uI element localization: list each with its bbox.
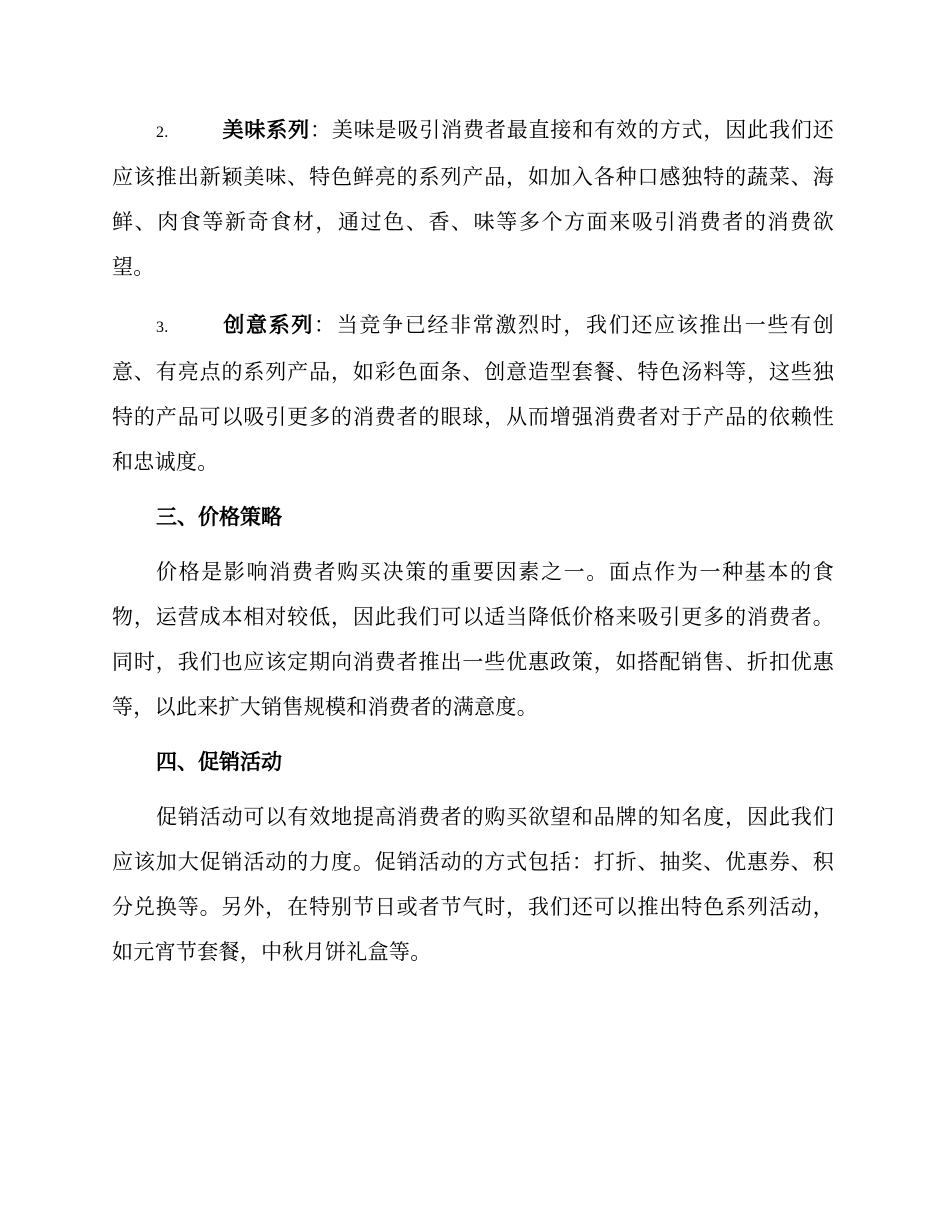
list-number: 3.	[156, 319, 169, 336]
list-item-taste-series	[112, 108, 834, 290]
list-term: 创意系列	[222, 313, 315, 337]
list-number: 2.	[156, 124, 169, 141]
list-text: ：当竞争已经非常激烈时，我们还应该推出一些有创意、有亮点的系列产品，如彩色面条、创意造型套餐、特色汤料等，这些独特的产品可以吸引更多的消费者的眼球，从而增强消费者对于产品的依赖性和忠诚度。	[112, 313, 834, 474]
section-heading-promotion: 四、促销活动	[156, 750, 282, 774]
section-heading-pricing: 三、价格策略	[156, 505, 282, 529]
section-body-pricing: 价格是影响消费者购买决策的重要因素之一。面点作为一种基本的食物，运营成本相对较低，因此我们可以适当降低价格来吸引更多的消费者。同时，我们也应该定期向消费者推出一些优惠政策，如搭配销售、折扣优惠等，以此来扩大销售规模和消费者的满意度。	[112, 560, 834, 719]
document-page	[112, 108, 834, 975]
list-item-creative-series	[112, 303, 834, 485]
list-term: 美味系列	[222, 118, 310, 142]
section-body-promotion: 促销活动可以有效地提高消费者的购买欲望和品牌的知名度，因此我们应该加大促销活动的力度。促销活动的方式包括：打折、抽奖、优惠券、积分兑换等。另外，在特别节日或者节气时，我们还可以推出特色系列活动，如元宵节套餐，中秋月饼礼盒等。	[112, 805, 834, 964]
list-text: ：美味是吸引消费者最直接和有效的方式，因此我们还应该推出新颖美味、特色鲜亮的系列产品，如加入各种口感独特的蔬菜、海鲜、肉食等新奇食材，通过色、香、味等多个方面来吸引消费者的消费欲望。	[112, 118, 834, 279]
